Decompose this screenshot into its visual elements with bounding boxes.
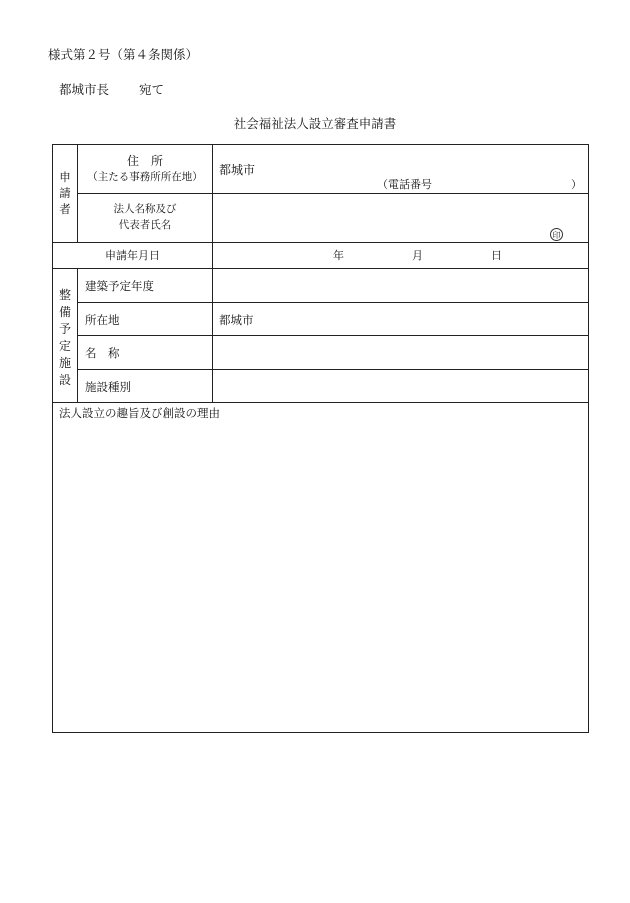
rule-applicant-mid <box>77 193 589 194</box>
document-title: 社会福祉法人設立審査申請書 <box>233 116 397 131</box>
rule-label-value <box>212 145 213 402</box>
applicant-group-label: 申 請 者 <box>59 170 71 216</box>
rule-facility-2 <box>77 335 589 336</box>
addressee-suffix: 宛て <box>139 82 165 97</box>
rule-after-applicant <box>53 242 589 243</box>
form-number: 様式第２号（第４条関係） <box>48 47 199 62</box>
date-year: 年 <box>333 249 344 262</box>
seal-mark-icon: 印 <box>550 228 563 241</box>
facility-group-label: 整 備 予 定 施 設 <box>58 288 71 387</box>
address-value: 都城市 <box>219 163 256 177</box>
facility-row-label: 名 称 <box>85 346 120 360</box>
rule-facility-group <box>77 268 78 402</box>
facility-row-label: 施設種別 <box>85 380 131 394</box>
address-sublabel: （主たる事務所所在地） <box>87 171 203 183</box>
addressee: 都城市長 <box>59 82 110 97</box>
facility-row-label: 所在地 <box>85 313 120 327</box>
phone-label: （電話番号 <box>377 178 432 191</box>
facility-row-value: 都城市 <box>219 313 254 327</box>
application-date-label: 申請年月日 <box>105 249 160 262</box>
rule-after-date <box>53 268 589 269</box>
application-form-table <box>52 144 589 733</box>
facility-row-label: 建築予定年度 <box>85 279 154 293</box>
date-month: 月 <box>412 249 423 262</box>
phone-close: ） <box>571 178 582 191</box>
name-label-line1: 法人名称及び <box>113 203 177 215</box>
date-day: 日 <box>491 249 502 262</box>
address-label: 住 所 <box>126 154 163 168</box>
rule-facility-1 <box>77 302 589 303</box>
rule-after-facility <box>53 402 589 403</box>
addressee-line <box>59 80 164 98</box>
reason-label: 法人設立の趣旨及び創設の理由 <box>59 406 220 420</box>
name-label-line2: 代表者氏名 <box>118 219 172 231</box>
rule-facility-3 <box>77 369 589 370</box>
